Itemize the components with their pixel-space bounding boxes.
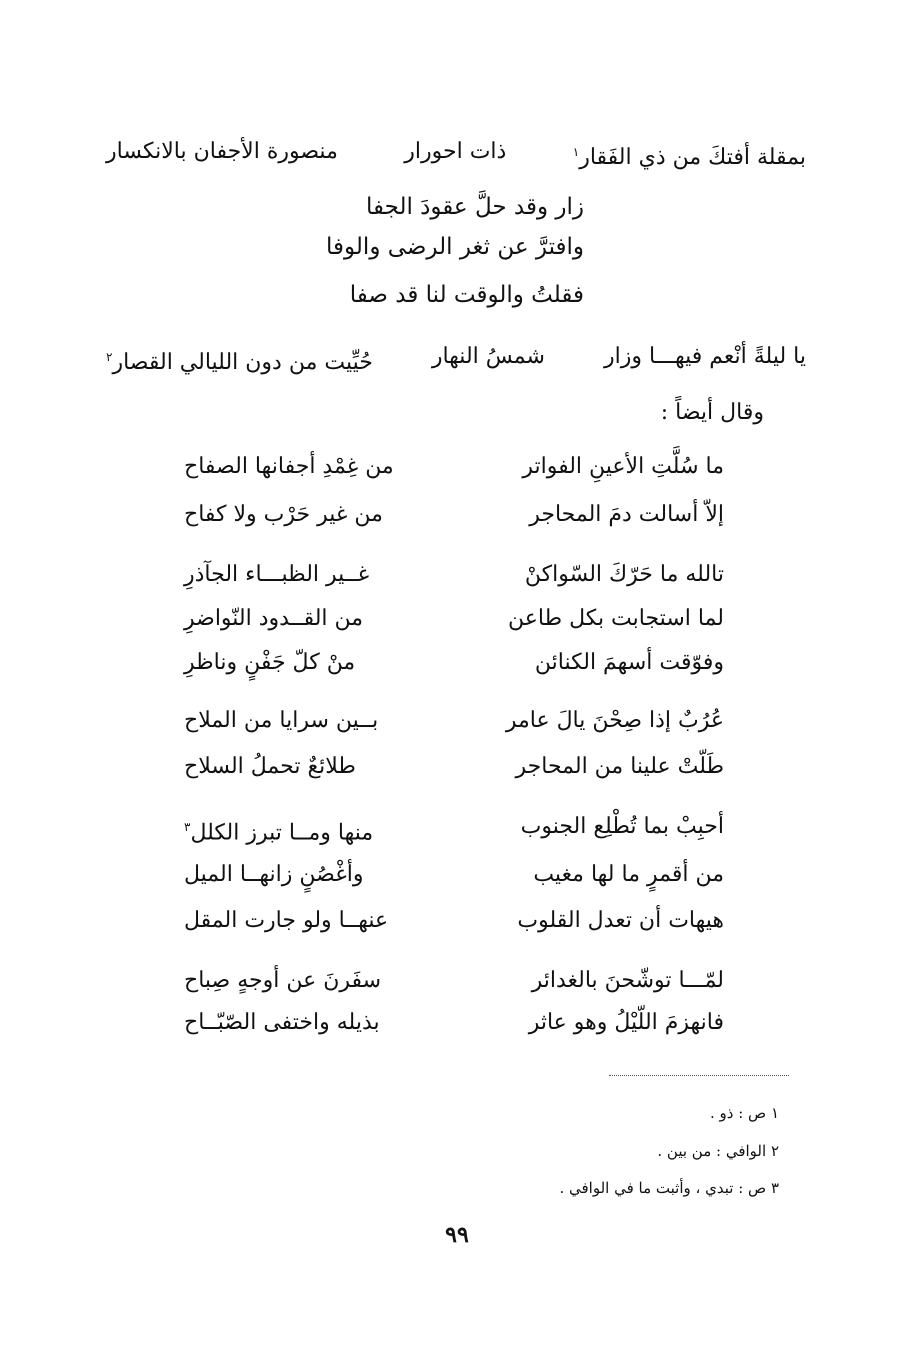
verse-2-part-c: حُيِّيت من دون الليالي القصار: [112, 350, 373, 376]
hemistich-second: وأغْصُنٍ زانهــا الميل: [184, 862, 364, 887]
verse-2-part-a: يا ليلةً أنْعم فيهـــا وزار: [603, 344, 806, 369]
verse-line-1: [106, 137, 806, 173]
verse-1-part-a: بمقلة أفتكَ من ذي الفَقار: [579, 145, 806, 171]
hemistich-first: ما سُلَّتِ الأعينِ الفواتر: [522, 454, 724, 479]
footnote-3: ٣ ص : تبدي ، وأثبت ما في الوافي .: [559, 1179, 779, 1197]
poem-line: [184, 1008, 724, 1038]
footnote-marker-3: ٣: [184, 820, 191, 834]
verse-line-2: [106, 342, 806, 378]
verse-1-part-c: منصورة الأجفان بالانكسار: [106, 139, 338, 164]
hemistich-second: بــين سرايا من الملاح: [184, 708, 379, 733]
hemistich-second: عنهــا ولو جارت المقل: [184, 908, 389, 933]
centered-verse-2: وافترَّ عن ثغر الرضى والوفا: [326, 234, 584, 260]
hemistich-first: وفوّقت أسهمَ الكنائن: [534, 650, 724, 675]
centered-verse-3: فقلتُ والوقت لنا قد صفا: [349, 282, 584, 308]
centered-verse-1: زار وقد حلَّ عقودَ الجفا: [365, 194, 584, 220]
hemistich-first: أحبِبْ بما تُطْلِع الجنوب: [520, 814, 724, 839]
footnote-marker-1: ١: [572, 145, 580, 159]
page-number: ٩٩: [445, 1222, 469, 1248]
hemistich-second: غــير الظبـــاء الجآذرِ: [184, 562, 370, 587]
hemistich-second: من القــدود النّواضرِ: [184, 606, 364, 631]
hemistich-second: طلائعٌ تحملُ السلاح: [184, 754, 356, 779]
poem-line: [184, 452, 724, 482]
poem-line: [184, 706, 724, 736]
verse-1-part-b: ذات احورار: [404, 139, 507, 164]
verse-2-part-b: شمسُ النهار: [431, 344, 545, 369]
footnote-marker-2: ٢: [106, 350, 113, 364]
hemistich-first: لما استجابت بكل طاعن: [508, 606, 724, 631]
hemistich-first: هيهات أن تعدل القلوب: [517, 908, 724, 933]
poem-line: [184, 604, 724, 634]
hemistich-second: من غير حَرْب ولا كفاح: [184, 502, 383, 527]
poem-line: [184, 500, 724, 530]
footnote-1: ١ ص : ذو .: [709, 1104, 779, 1122]
hemistich-second: سفَرنَ عن أوجهٍ صِباح: [184, 968, 382, 993]
footnote-divider: [609, 1075, 789, 1076]
footnote-2: ٢ الوافي : من بين .: [657, 1142, 779, 1160]
hemistich-first: طَلّتْ علينا من المحاجر: [515, 754, 724, 779]
poem-line: [184, 906, 724, 936]
poem-line: [184, 560, 724, 590]
hemistich-second: منها ومــا تبرز الكلل: [190, 820, 374, 846]
hemistich-first: عُرُبٌ إذا صِحْنَ يالَ عامر: [505, 708, 724, 733]
poem-line: [184, 648, 724, 678]
hemistich-first: تالله ما حَرّكَ السّواكنْ: [524, 562, 724, 587]
poem-line: [184, 812, 724, 848]
poem-line: [184, 752, 724, 782]
hemistich-second: بذيله واختفى الصّبّــاح: [184, 1010, 380, 1035]
hemistich-second: منْ كلّ جَفْنٍ وناظرِ: [184, 650, 356, 675]
poem-line: [184, 966, 724, 996]
hemistich-second: من غِمْدِ أجفانها الصفاح: [184, 454, 394, 479]
poem-line: [184, 860, 724, 890]
hemistich-first: من أقمرٍ ما لها مغيب: [533, 862, 724, 887]
hemistich-first: لمّـــا توشّحنَ بالغدائر: [531, 968, 724, 993]
hemistich-first: إلاّ أسالت دمَ المحاجر: [529, 502, 724, 527]
hemistich-first: فانهزمَ اللّيْلُ وهو عاثر: [528, 1010, 724, 1035]
poem-intro: وقال أيضاً :: [660, 400, 764, 425]
